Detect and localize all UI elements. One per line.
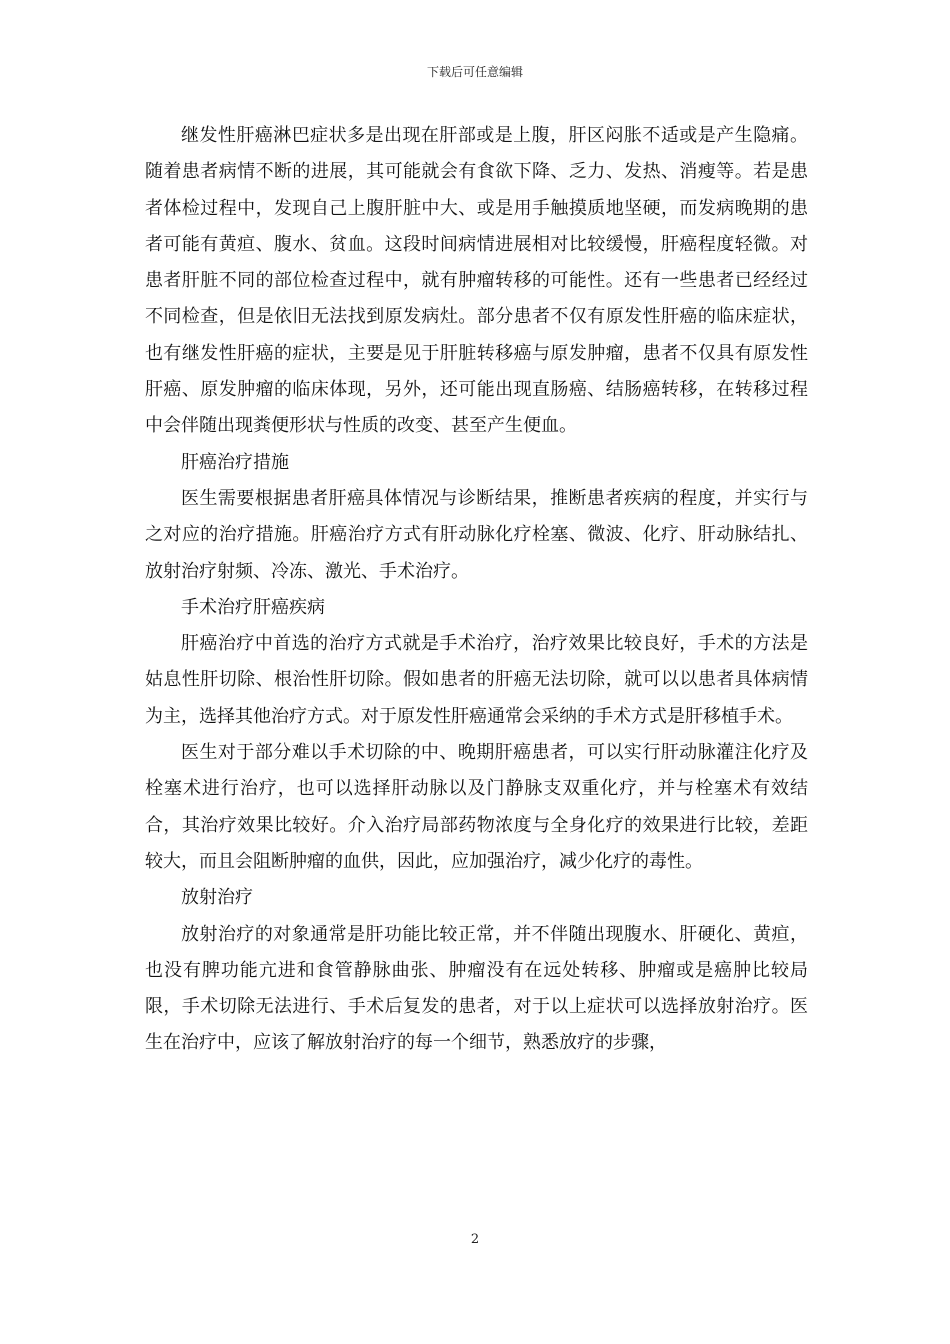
section-heading-surgical-treatment: 手术治疗肝癌疾病 xyxy=(181,596,325,618)
paragraph-treatment-measures: 医生需要根据患者肝癌具体情况与诊断结果，推断患者疾病的程度，并实行与之对应的治疗措施。肝癌治疗方式有肝动脉化疗栓塞、微波、化疗、肝动脉结扎、放射治疗射频、冷冻、激光、手术治疗。 xyxy=(145,487,808,582)
paragraph-surgical-treatment: 肝癌治疗中首选的治疗方式就是手术治疗，治疗效果比较良好，手术的方法是姑息性肝切除、根治性肝切除。假如患者的肝癌无法切除，就可以以患者具体病情为主，选择其他治疗方式。对于原发性肝癌通常会采纳的手术方式是肝移植手术。 xyxy=(145,633,808,727)
section-heading-radiotherapy: 放射治疗 xyxy=(181,887,253,909)
section-heading-treatment-measures: 肝癌治疗措施 xyxy=(181,451,289,473)
document-body xyxy=(145,118,808,1062)
paragraph-interventional-therapy: 医生对于部分难以手术切除的中、晚期肝癌患者，可以实行肝动脉灌注化疗及栓塞术进行治疗，也可以选择肝动脉以及门静脉支双重化疗，并与栓塞术有效结合，其治疗效果比较好。介入治疗局部药物浓度与全身化疗的效果进行比较，差距较大，而且会阻断肿瘤的血供，因此，应加强治疗，减少化疗的毒性。 xyxy=(145,742,808,872)
page-header: 下载后可任意编辑 xyxy=(426,65,523,79)
paragraph-secondary-liver-cancer-symptoms: 继发性肝癌淋巴症状多是出现在肝部或是上腹，肝区闷胀不适或是产生隐痛。随着患者病情不断的进展，其可能就会有食欲下降、乏力、发热、消瘦等。若是患者体检过程中，发现自己上腹肝脏中大、或是用手触摸质地坚硬，而发病晚期的患者可能有黄疸、腹水、贫血。这段时间病情进展相对比较缓慢，肝癌程度轻微。对患者肝脏不同的部位检查过程中，就有肿瘤转移的可能性。还有一些患者已经经过不同检查，但是依旧无法找到原发病灶。部分患者不仅有原发性肝癌的临床症状，也有继发性肝癌的症状，主要是见于肝脏转移癌与原发肿瘤，患者不仅具有原发性肝癌、原发肿瘤的临床体现，另外，还可能出现直肠癌、结肠癌转移，在转移过程中会伴随出现粪便形状与性质的改变、甚至产生便血。 xyxy=(145,125,808,437)
page-number: 2 xyxy=(470,1232,480,1247)
paragraph-radiotherapy: 放射治疗的对象通常是肝功能比较正常，并不伴随出现腹水、肝硬化、黄疸，也没有脾功能亢进和食管静脉曲张、肿瘤没有在远处转移、肿瘤或是癌肿比较局限，手术切除无法进行、手术后复发的患者，对于以上症状可以选择放射治疗。医生在治疗中，应该了解放射治疗的每一个细节，熟悉放疗的步骤， xyxy=(145,923,808,1054)
